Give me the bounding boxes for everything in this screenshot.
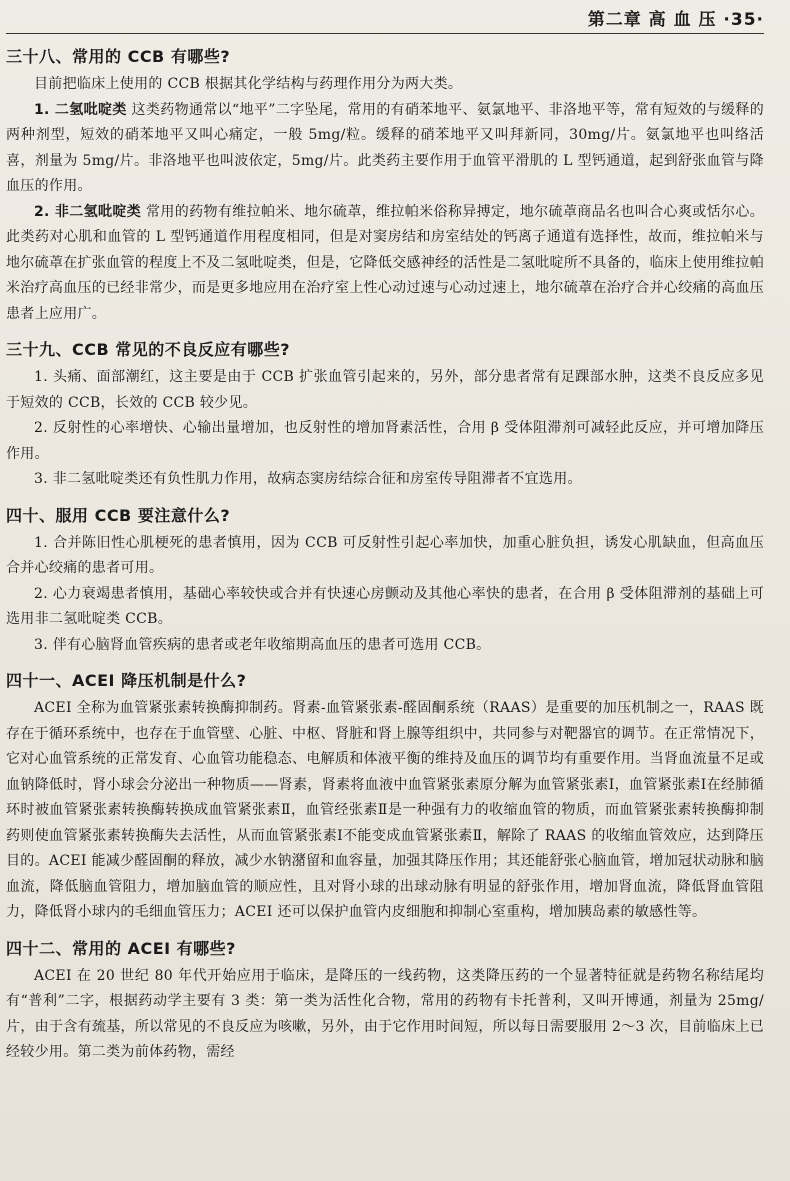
paragraph: 2. 反射性的心率增快、心输出量增加，也反射性的增加肾素活性，合用 β 受体阻滞剂可减轻此反应，并可增加降压作用。 [6,420,764,462]
section-42 [6,932,764,1066]
section-38 [6,40,764,327]
paragraph: 1. 头痛、面部潮红，这主要是由于 CCB 扩张血管引起来的，另外，部分患者常有足踝部水肿，这类不良反应多见于短效的 CCB，长效的 CCB 较少见。 [6,369,764,411]
paragraph: ACEI 在 20 世纪 80 年代开始应用于临床，是降压的一线药物，这类降压药的一个显著特征就是药物名称结尾均有“普利”二字，根据药动学主要有 3 类：第一类为活性化合物，常用的药物有卡托普利，又叫开博通，剂量为 25mg/片，由于含有巯基，所以常见的不良反应为咳嗽，另外，由于它作用时间短，所以每日需要服用 2～3 次，目前临床上已经较少用。第二类为前体药物，需经 [6,967,764,1060]
paragraph: 2. 心力衰竭患者慎用，基础心率较快或合并有快速心房颤动及其他心率快的患者，在合用 β 受体阻滞剂的基础上可选用非二氢吡啶类 CCB。 [6,585,764,627]
paragraph: 3. 非二氢吡啶类还有负性肌力作用，故病态窦房结综合征和房室传导阻滞者不宜选用。 [34,471,582,487]
running-header [6,0,764,34]
section-title: 三十八、常用的 CCB 有哪些? [6,47,231,66]
section-title: 三十九、CCB 常见的不良反应有哪些? [6,340,291,359]
paragraph: 1. 合并陈旧性心肌梗死的患者慎用，因为 CCB 可反射性引起心率加快，加重心脏负担，诱发心肌缺血，但高血压合并心绞痛的患者可用。 [6,534,764,576]
section-41 [6,664,764,926]
paragraph-lead: 1. 二氢吡啶类 [34,101,127,118]
section-40 [6,499,764,659]
paragraph: ACEI 全称为血管紧张素转换酶抑制药。肾素-血管紧张素-醛固酮系统（RAAS）是重要的加压机制之一，RAAS 既存在于循环系统中，也存在于血管壁、心脏、中枢、肾脏和肾上腺等组织中，共同参与对靶器官的调节。在正常情况下，它对心血管系统的正常发育、心血管功能稳态、电解质和体液平衡的维持及血压的调节均有重要作用。当肾血流量不足或血钠降低时，肾小球会分泌出一种物质——肾素，肾素将血液中血管紧张素原分解为血管紧张素Ⅰ，血管紧张素Ⅰ在经肺循环时被血管紧张素转换酶转换成血管紧张素Ⅱ，血管经张素Ⅱ是一种强有力的收缩血管的物质，而血管紧张素转换酶抑制药则使血管紧张素转换酶失去活性，从而血管紧张素Ⅰ不能变成血管紧张素Ⅱ，解除了 RAAS 的收缩血管效应，达到降压目的。ACEI 能减少醛固酮的释放，减少水钠潴留和血容量，加强其降压作用；其还能舒张心脑血管，增加冠状动脉和脑血流，降低脑血管阻力，增加脑血管的顺应性，且对肾小球的出球动脉有明显的舒张作用，增加肾血流，降低肾血管阻力，降低肾小球内的毛细血管压力；ACEI 还可以保护血管内皮细胞和抑制心室重构，增加胰岛素的敏感性等。 [6,700,764,920]
paragraph-lead: 2. 非二氢吡啶类 [34,203,142,220]
section-title: 四十二、常用的 ACEI 有哪些? [6,938,236,958]
paragraph: 3. 伴有心脑肾血管疾病的患者或老年收缩期高血压的患者可选用 CCB。 [34,636,491,653]
section-title: 四十、服用 CCB 要注意什么? [6,505,231,525]
paragraph: 目前把临床上使用的 CCB 根据其化学结构与药理作用分为两大类。 [34,76,463,92]
section-title: 四十一、ACEI 降压机制是什么? [6,671,247,690]
paragraph: 2. 非二氢吡啶类 常用的药物有维拉帕米、地尔硫䓬，维拉帕米俗称异搏定，地尔硫䓬商品名也叫合心爽或恬尔心。此类药对心肌和血管的 L 型钙通道作用程度相同，但是对窦房结和房室结处的钙离子通道有选择性，故而，维拉帕米与地尔硫䓬在扩张血管的程度上不及二氢吡啶类，但是，它降低交感神经的活性是二氢吡啶所不具备的，临床上使用维拉帕米治疗高血压的已经非常少，而是更多地应用在治疗室上性心动过速与心动过速上，地尔硫䓬在治疗合并心绞痛的高血压患者上应用广。 [6,203,764,322]
chapter-page-label: 第二章 高 血 压 ·35· [587,10,764,30]
section-39 [6,333,764,493]
paragraph: 1. 二氢吡啶类 这类药物通常以“地平”二字坠尾，常用的有硝苯地平、氨氯地平、非洛地平等，常有短效的与缓释的两种剂型，短效的硝苯地平又叫心痛定，一般 5mg/粒。缓释的硝苯地平又叫拜新同，30mg/片。氨氯地平也叫络活喜，剂量为 5mg/片。非洛地平也叫波依定，5mg/片。此类药主要作用于血管平滑肌的 L 型钙通道，起到舒张血管与降血压的作用。 [6,101,764,194]
